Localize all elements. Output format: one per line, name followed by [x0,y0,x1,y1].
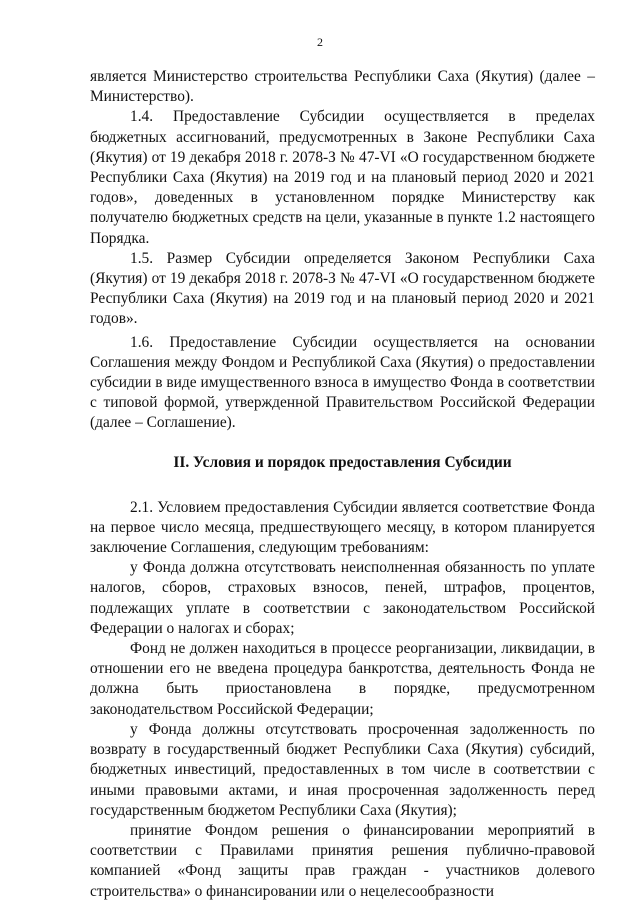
page-number: 2 [317,35,323,49]
paragraph-requirement-taxes: у Фонда должна отсутствовать неисполненная обязанность по уплате налогов, сборов, страховых взносов, пеней, штрафов, процентов, подлежащих уплате в соответствии с законодательством Российской Федерации о налогах и сборах; [90,559,595,637]
paragraph-1-4: 1.4. Предоставление Субсидии осуществляется в пределах бюджетных ассигнований, предусмотренных в Законе Республики Саха (Якутия) от 19 декабря 2018 г. 2078-З № 47-VI «О государственном бюджете Республики Саха (Якутия) на 2019 год и на плановый период 2020 и 2021 годов», доведенных в установленном порядке Министерству как получателю бюджетных средств на цели, указанные в пункте 1.2 настоящего Порядка. [90,108,595,247]
document-body [90,67,595,902]
paragraph-requirement-reorganization: Фонд не должен находиться в процессе реорганизации, ликвидации, в отношении его не введена процедура банкротства, деятельность Фонда не должна быть приостановлена в порядке, предусмотренном законодательством Российской Федерации; [90,640,595,718]
paragraph-continuation: является Министерство строительства Республики Саха (Якутия) (далее – Министерство). [90,68,595,106]
paragraph-1-6: 1.6. Предоставление Субсидии осуществляется на основании Соглашения между Фондом и Республикой Саха (Якутия) о предоставлении субсидии в виде имущественного взноса в имущество Фонда в соответствии с типовой формой, утвержденной Правительством Российской Федерации (далее – Соглашение). [90,333,595,432]
paragraph-requirement-decision: принятие Фондом решения о финансировании мероприятий в соответствии с Правилами принятия решения публично-правовой компанией «Фонд защиты прав граждан - участников долевого строительства» о финансировании или о нецелесообразности [90,821,595,900]
section-heading: II. Условия и порядок предоставления Субсидии [173,453,512,471]
paragraph-1-5: 1.5. Размер Субсидии определяется Законом Республики Саха (Якутия) от 19 декабря 2018 г. 2078-З № 47-VI «О государственном бюджете Республики Саха (Якутия) на 2019 год и на плановый период 2020 и 2021 годов». [90,249,595,328]
paragraph-requirement-debt: у Фонда должны отсутствовать просроченная задолженность по возврату в государственный бюджет Республики Саха (Якутия) субсидий, бюджетных инвестиций, предоставленных в том числе в соответствии с иными правовыми актами, и иная просроченная задолженность перед государственным бюджетом Республики Саха (Якутия); [90,720,595,819]
paragraph-2-1: 2.1. Условием предоставления Субсидии является соответствие Фонда на первое число месяца, предшествующего месяцу, в котором планируется заключение Соглашения, следующим требованиям: [90,498,595,557]
